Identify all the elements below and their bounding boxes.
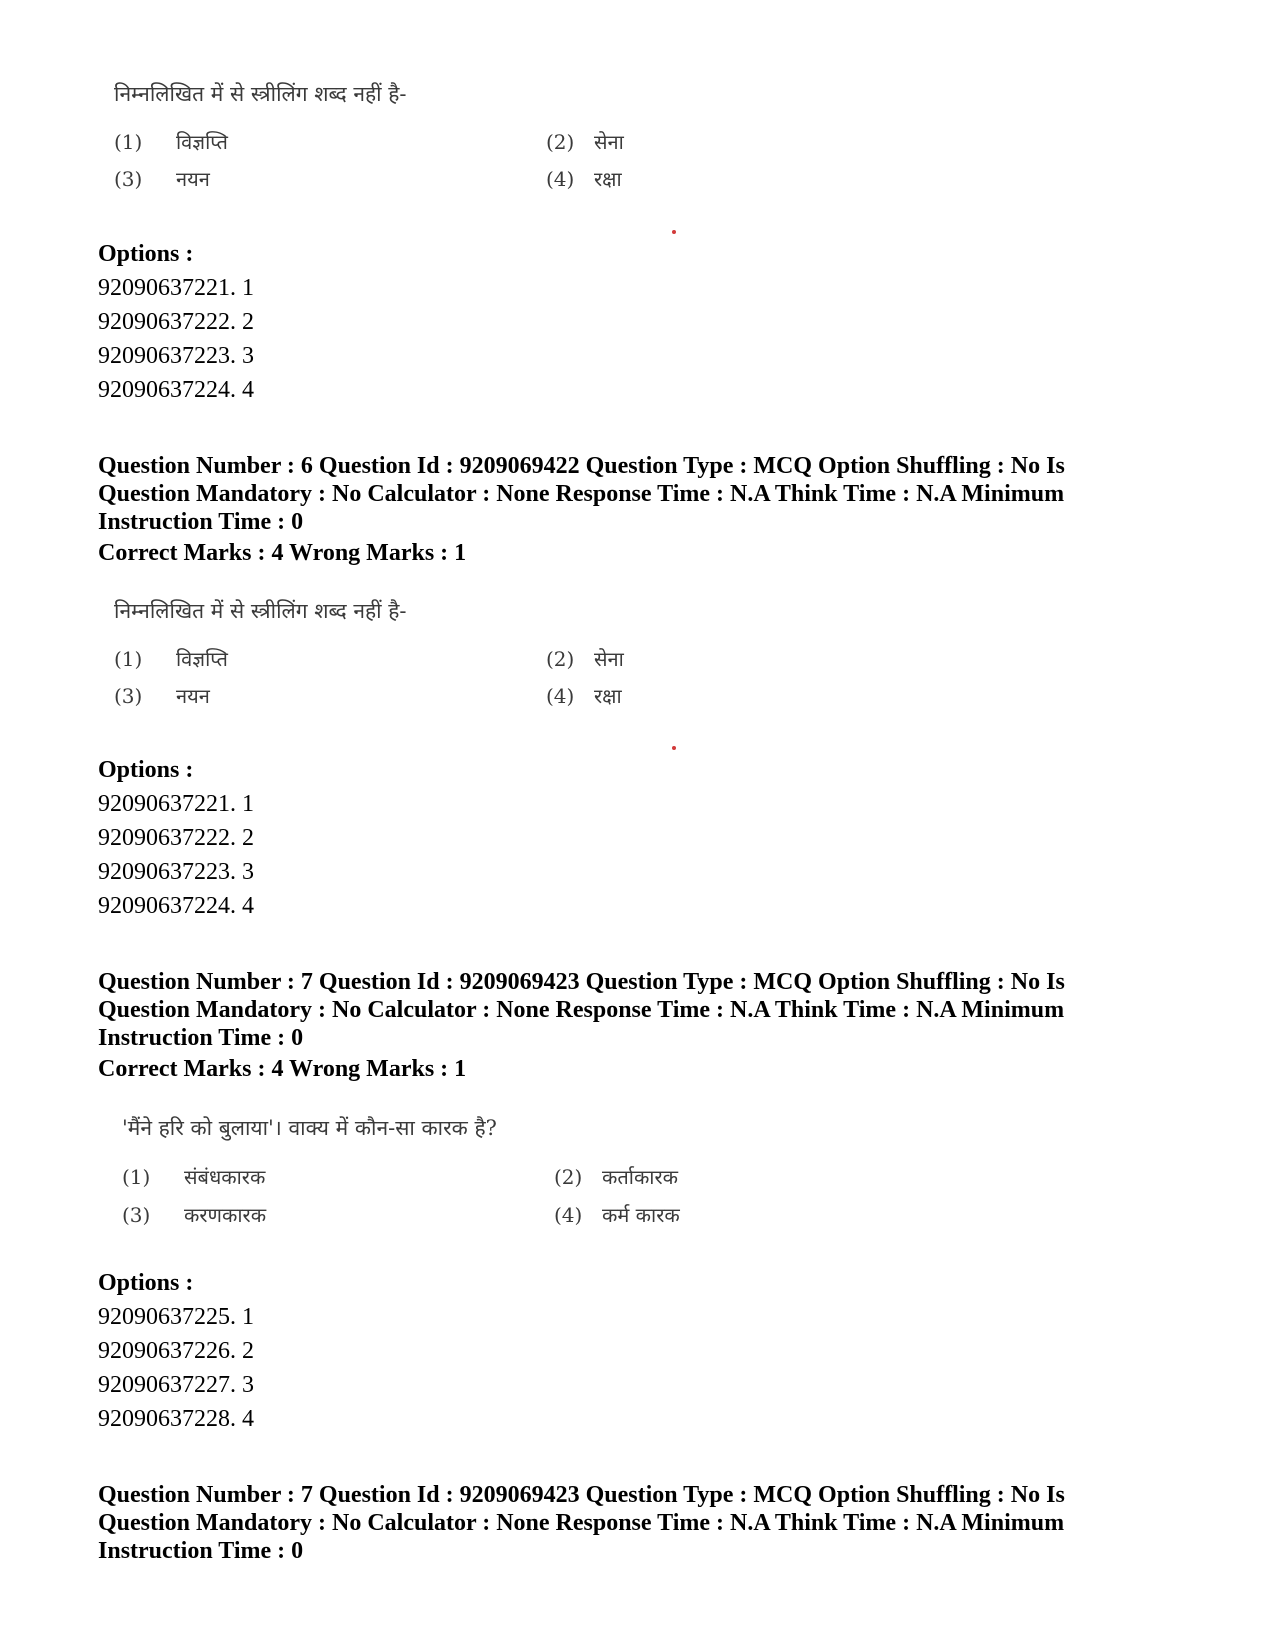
question-stem: निम्नलिखित में से स्त्रीलिंग शब्द नहीं है- bbox=[114, 82, 407, 106]
question-option-1 bbox=[114, 645, 228, 672]
question-meta-line: Instruction Time : 0 bbox=[98, 509, 304, 535]
question-stem: निम्नलिखित में से स्त्रीलिंग शब्द नहीं है- bbox=[114, 599, 407, 623]
question-stem: 'मैंने हरि को बुलाया'। वाक्य में कौन-सा कारक है? bbox=[122, 1116, 497, 1140]
question-meta-line: Instruction Time : 0 bbox=[98, 1025, 304, 1051]
question-option-3 bbox=[122, 1201, 266, 1228]
options-heading: Options : bbox=[98, 757, 194, 783]
question-meta-line: Question Mandatory : No Calculator : None Response Time : N.A Think Time : N.A Minimum bbox=[98, 997, 1065, 1023]
question-meta-line: Question Number : 7 Question Id : 9209069423 Question Type : MCQ Option Shuffling : No Is bbox=[98, 1482, 1065, 1508]
question-meta-line: Question Number : 6 Question Id : 9209069422 Question Type : MCQ Option Shuffling : No Is bbox=[98, 453, 1065, 479]
option-number: (3) bbox=[122, 1203, 151, 1227]
option-text: नयन bbox=[176, 167, 210, 191]
option-number: (2) bbox=[546, 130, 575, 154]
option-id: 92090637222. 2 bbox=[98, 825, 254, 851]
scan-dot bbox=[672, 230, 676, 234]
marks-line: Correct Marks : 4 Wrong Marks : 1 bbox=[98, 540, 467, 566]
option-id: 92090637221. 1 bbox=[98, 275, 254, 301]
option-number: (1) bbox=[114, 130, 143, 154]
question-meta bbox=[98, 452, 1098, 536]
option-text: विज्ञप्ति bbox=[176, 130, 228, 154]
option-id: 92090637223. 3 bbox=[98, 343, 254, 369]
option-number: (1) bbox=[114, 647, 143, 671]
question-option-3 bbox=[114, 165, 210, 192]
option-text: संबंधकारक bbox=[184, 1165, 266, 1189]
option-number: (3) bbox=[114, 167, 143, 191]
option-number: (2) bbox=[546, 647, 575, 671]
option-text: करणकारक bbox=[184, 1203, 267, 1227]
option-id: 92090637227. 3 bbox=[98, 1372, 254, 1398]
option-number: (1) bbox=[122, 1165, 151, 1189]
option-id: 92090637224. 4 bbox=[98, 893, 254, 919]
option-text: विज्ञप्ति bbox=[176, 647, 228, 671]
question-meta bbox=[98, 968, 1098, 1052]
option-number: (4) bbox=[546, 684, 575, 708]
question-meta-line: Question Mandatory : No Calculator : None Response Time : N.A Think Time : N.A Minimum bbox=[98, 481, 1065, 507]
option-id: 92090637225. 1 bbox=[98, 1304, 254, 1330]
option-number: (4) bbox=[554, 1203, 583, 1227]
option-text: कर्ताकारक bbox=[602, 1165, 679, 1189]
option-number: (4) bbox=[546, 167, 575, 191]
scan-dot bbox=[672, 746, 676, 750]
option-id: 92090637221. 1 bbox=[98, 791, 254, 817]
question-option-2 bbox=[546, 128, 624, 155]
option-id: 92090637226. 2 bbox=[98, 1338, 254, 1364]
question-option-4 bbox=[546, 682, 622, 709]
option-text: नयन bbox=[176, 684, 210, 708]
options-heading: Options : bbox=[98, 241, 194, 267]
option-text: कर्म कारक bbox=[602, 1203, 680, 1227]
marks-line: Correct Marks : 4 Wrong Marks : 1 bbox=[98, 1056, 467, 1082]
question-meta-line: Question Number : 7 Question Id : 9209069423 Question Type : MCQ Option Shuffling : No Is bbox=[98, 969, 1065, 995]
option-number: (3) bbox=[114, 684, 143, 708]
option-text: सेना bbox=[594, 130, 624, 154]
question-option-4 bbox=[546, 165, 622, 192]
question-option-2 bbox=[554, 1163, 678, 1190]
option-text: रक्षा bbox=[594, 167, 622, 191]
option-id: 92090637228. 4 bbox=[98, 1406, 254, 1432]
question-option-4 bbox=[554, 1201, 680, 1228]
option-text: सेना bbox=[594, 647, 624, 671]
question-option-3 bbox=[114, 682, 210, 709]
option-id: 92090637222. 2 bbox=[98, 309, 254, 335]
options-heading: Options : bbox=[98, 1270, 194, 1296]
question-meta-line: Question Mandatory : No Calculator : None Response Time : N.A Think Time : N.A Minimum bbox=[98, 1510, 1065, 1536]
question-meta bbox=[98, 1481, 1098, 1565]
option-id: 92090637224. 4 bbox=[98, 377, 254, 403]
option-number: (2) bbox=[554, 1165, 583, 1189]
question-option-2 bbox=[546, 645, 624, 672]
option-text: रक्षा bbox=[594, 684, 622, 708]
option-id: 92090637223. 3 bbox=[98, 859, 254, 885]
question-option-1 bbox=[122, 1163, 265, 1190]
question-meta-line: Instruction Time : 0 bbox=[98, 1538, 304, 1564]
question-option-1 bbox=[114, 128, 228, 155]
